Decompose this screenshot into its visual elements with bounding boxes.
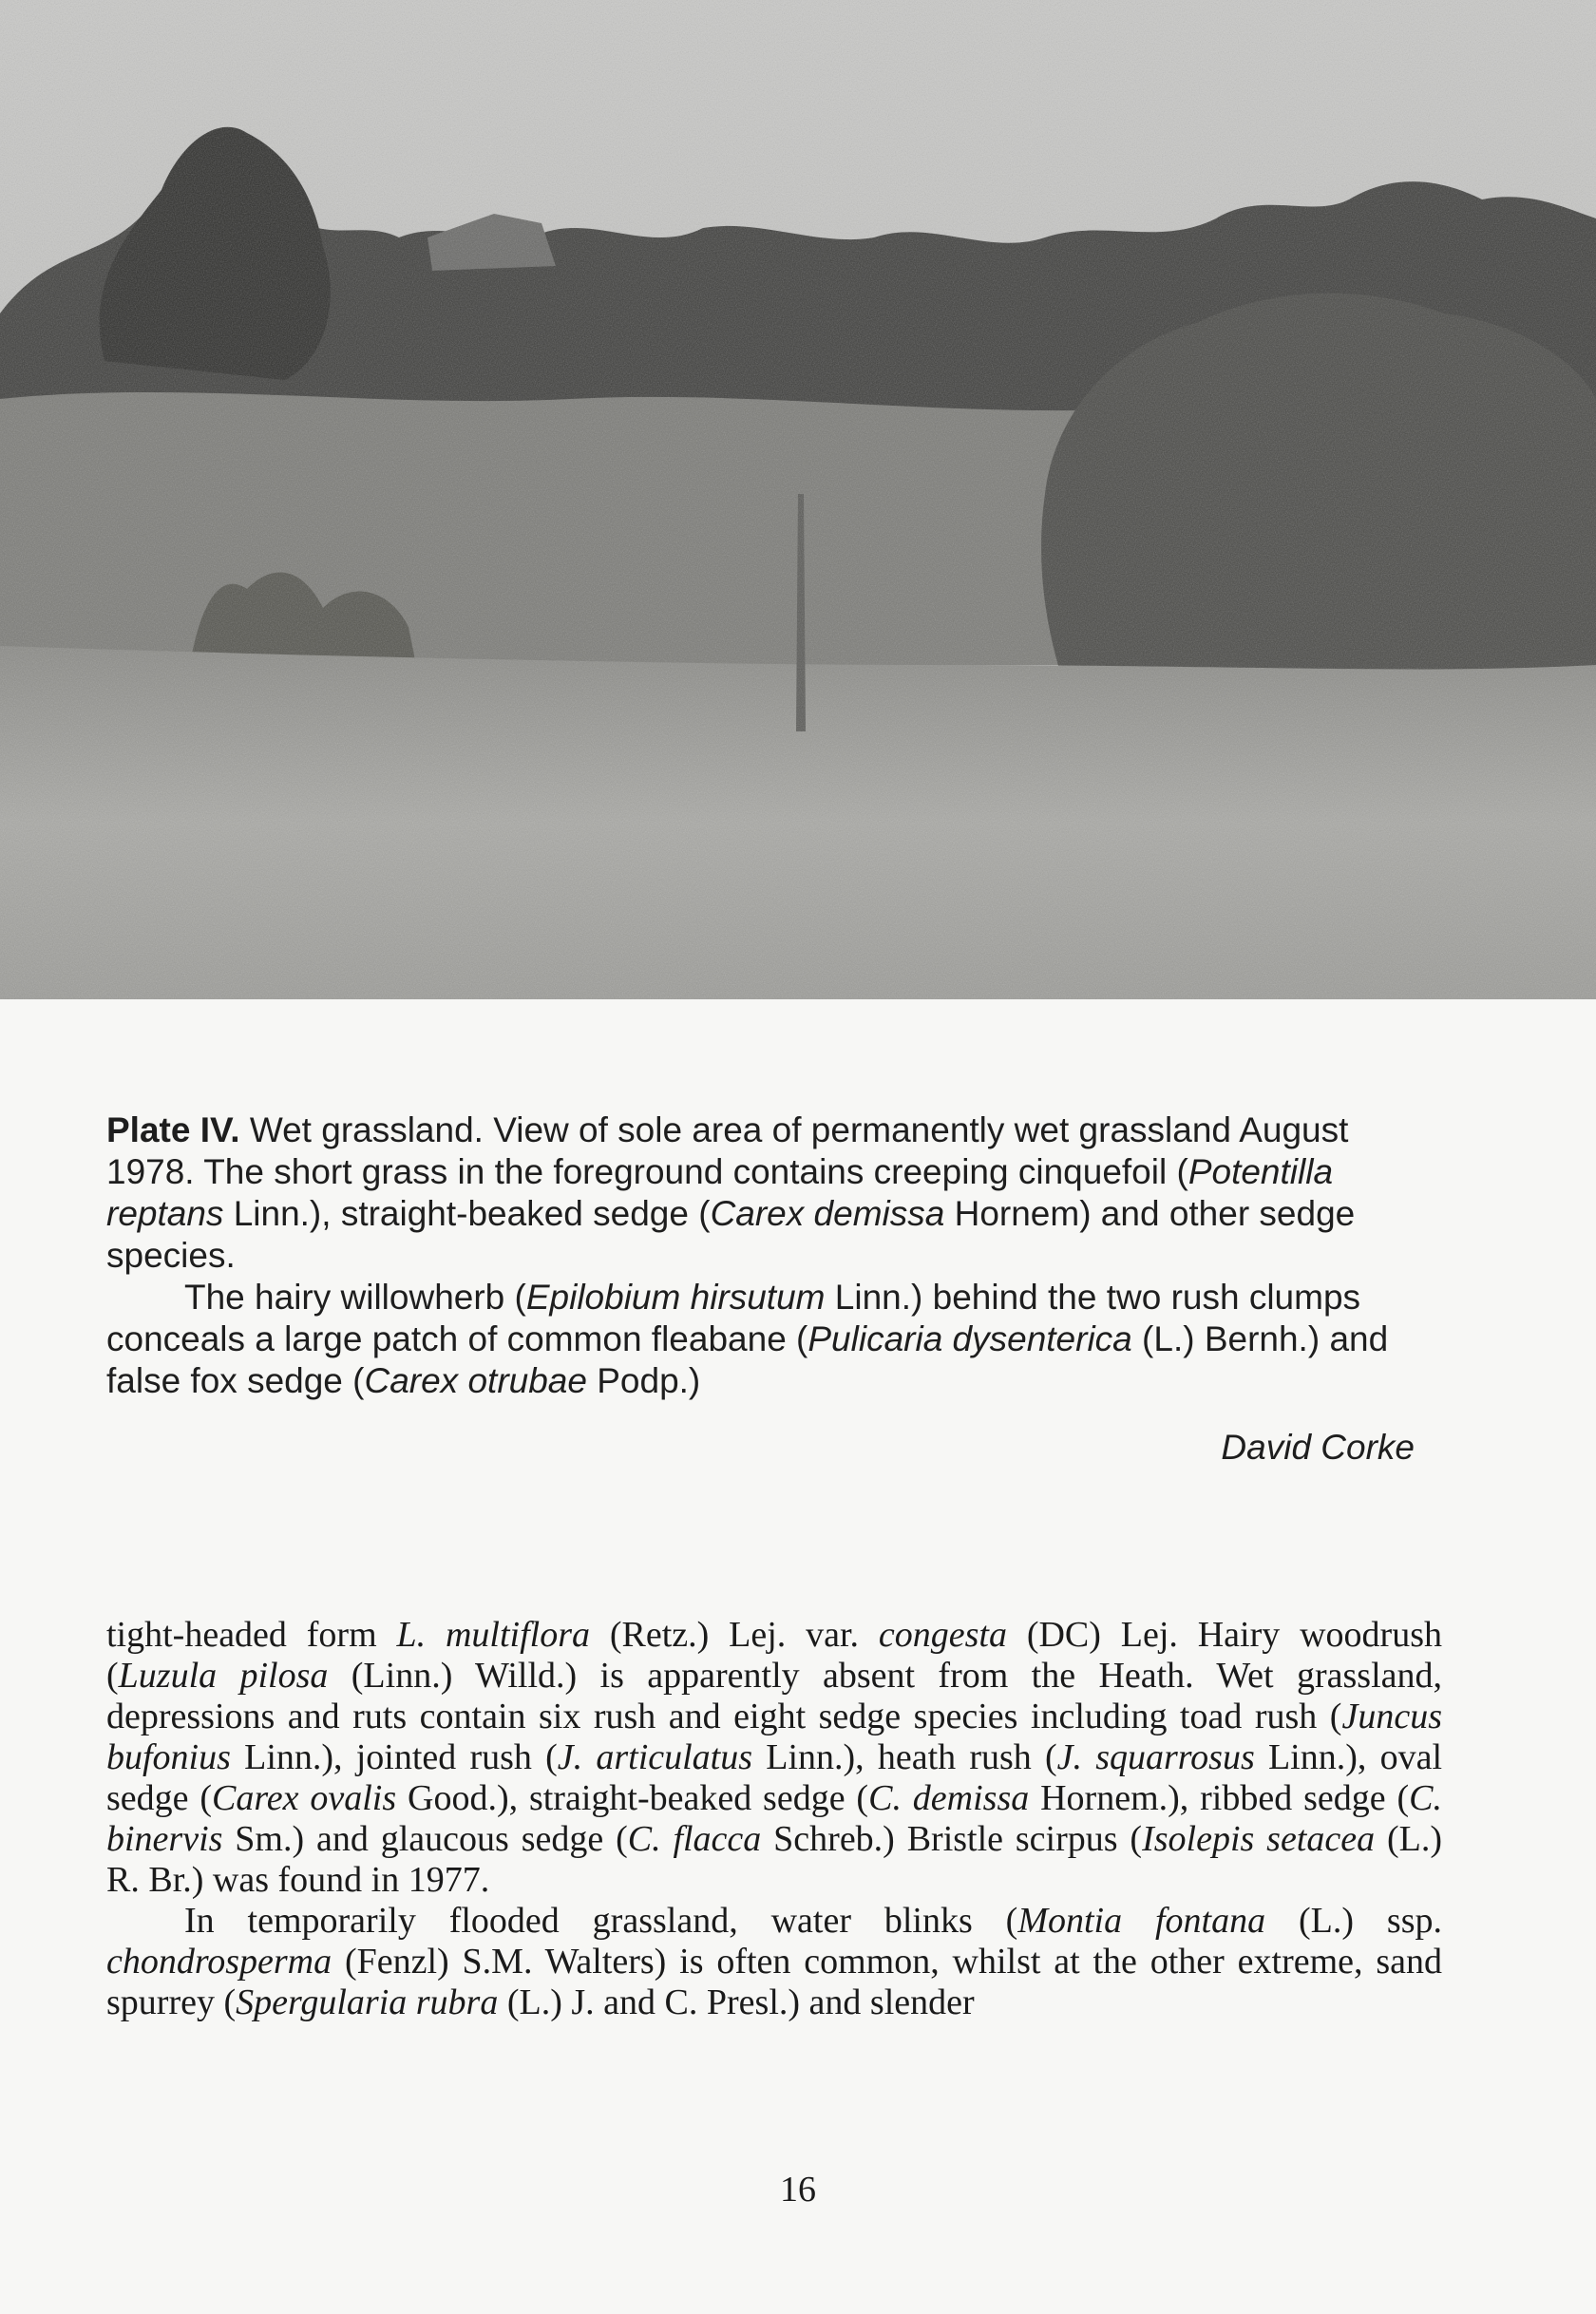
wet-grassland-photo <box>0 0 1596 999</box>
plate-label: Plate IV. <box>106 1110 240 1149</box>
body-text <box>106 1615 1442 2023</box>
caption-paragraph-2: The hairy willowherb (Epilobium hirsutum Linn.) behind the two rush clumps conceals a large patch of common fleabane (Pulicaria dysenterica (L.) Bernh.) and false fox sedge (Carex otrubae Podp.) <box>106 1278 1389 1400</box>
body-paragraph-2: In temporarily flooded grassland, water blinks (Montia fontana (L.) ssp. chondrosperma (Fenzl) S.M. Walters) is often common, whilst at the other extreme, sand spurrey (Spergularia rubra (L.) J. and C. Presl.) and slender <box>106 1901 1442 2022</box>
plate-caption <box>106 1110 1436 1469</box>
body-paragraph-1: tight-headed form L. multiflora (Retz.) Lej. var. congesta (DC) Lej. Hairy woodrush (Luzula pilosa (Linn.) Willd.) is apparently absent from the Heath. Wet grassland, depressions and ruts contain six rush and eight sedge species including toad rush (Juncus bufonius Linn.), jointed rush (J. articulatus Linn.), heath rush (J. squarrosus Linn.), oval sedge (Carex ovalis Good.), straight-beaked sedge (C. demissa Hornem.), ribbed sedge (C. binervis Sm.) and glaucous sedge (C. flacca Schreb.) Bristle scirpus (Isolepis setacea (L.) R. Br.) was found in 1977. <box>106 1615 1443 1900</box>
photo-credit: David Corke <box>1221 1428 1415 1467</box>
caption-paragraph-1: Plate IV. Wet grassland. View of sole area of permanently wet grassland August 1978. The short grass in the foreground contains creeping cinquefoil (Potentilla reptans Linn.), straight-beaked sedge (Carex demissa Hornem) and other sedge species. <box>106 1110 1356 1275</box>
page-number: 16 <box>780 2170 816 2210</box>
